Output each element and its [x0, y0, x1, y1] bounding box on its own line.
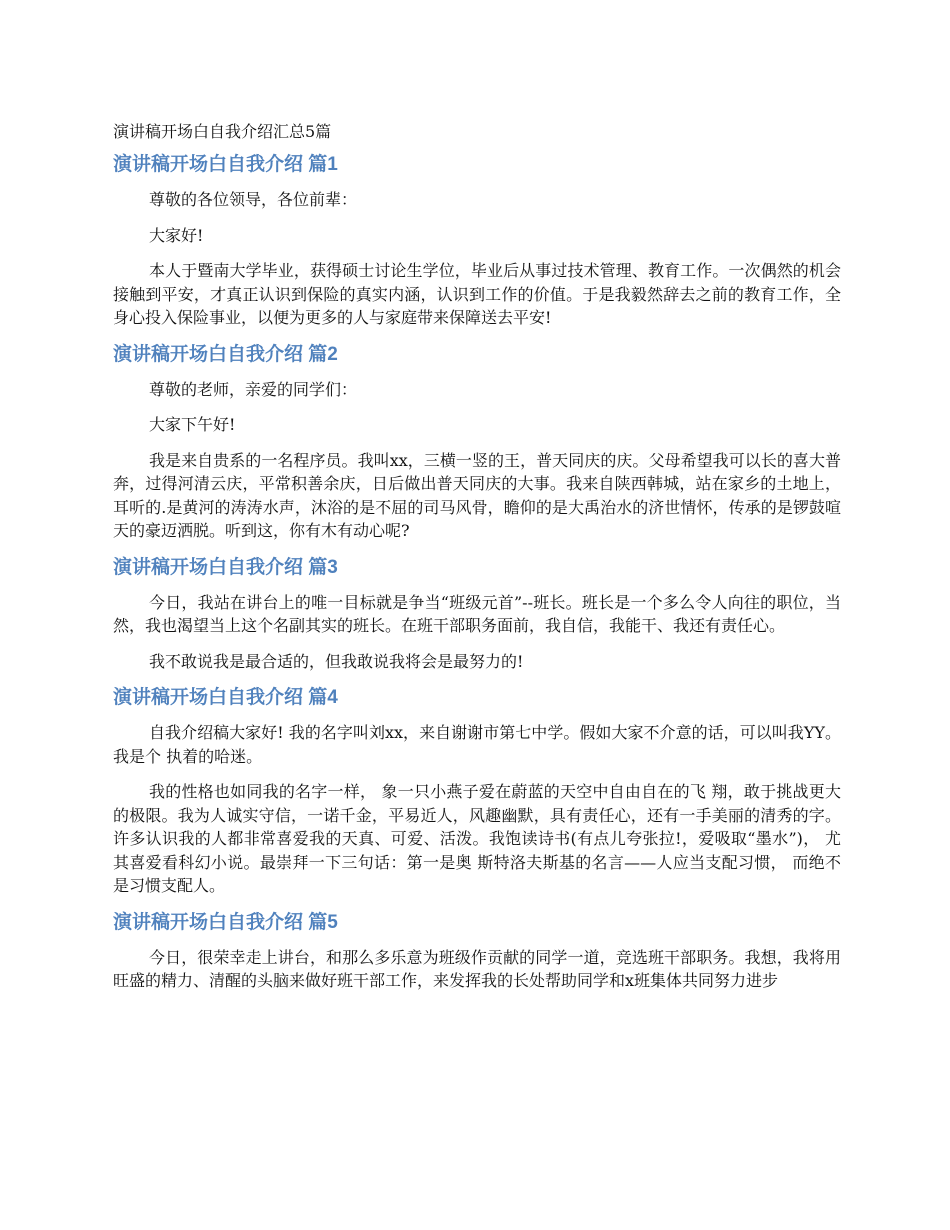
section-heading: 演讲稿开场白自我介绍 篇4	[113, 687, 338, 708]
paragraph: 自我介绍稿大家好! 我的名字叫刘xx，来自谢谢市第七中学。假如大家不介意的话，可以叫我YY。我是个 执着的哈迷。	[113, 723, 841, 766]
section-heading: 演讲稿开场白自我介绍 篇5	[113, 911, 338, 933]
paragraph: 我不敢说我是最合适的，但我敢说我将会是最努力的!	[149, 651, 524, 671]
document-page	[113, 120, 841, 1005]
paragraph: 今日，很荣幸走上讲台，和那么多乐意为班级作贡献的同学一道，竞选班干部职务。我想，我将用旺盛的精力、清醒的头脑来做好班干部工作，来发挥我的长处帮助同学和x班集体共同努力进步	[113, 947, 841, 990]
paragraph: 大家下午好!	[149, 415, 236, 434]
paragraph: 尊敬的各位领导，各位前辈：	[149, 190, 358, 209]
paragraph: 今日，我站在讲台上的唯一目标就是争当“班级元首”--班长。班长是一个多么令人向往的职位，当然，我也渴望当上这个名副其实的班长。在班干部职务面前，我自信，我能干、我还有责任心。	[113, 592, 841, 635]
section-3	[113, 555, 841, 674]
paragraph: 大家好!	[149, 225, 204, 245]
paragraph: 我的性格也如同我的名字一样， 象一只小燕子爱在蔚蓝的天空中自由自在的飞 翔，敢于挑战更大的极限。我为人诚实守信，一诺千金，平易近人，风趣幽默，具有责任心，还有一手美丽的清秀的字。许多认识我的人都非常喜爱我的天真、可爱、活泼。我饱读诗书(有点儿夸张拉!，爱吸取“墨水”)， 尤其喜爱看科幻小说。最崇拜一下三句话：第一是奥 斯特洛夫斯基的名言——人应当支配习惯， 而绝不是习惯支配人。	[113, 782, 841, 895]
paragraph: 我是来自贵系的一名程序员。我叫xx，三横一竖的王，普天同庆的庆。父母希望我可以长的喜大普奔，过得河清云庆，平常积善余庆，日后做出普天同庆的大事。我来自陕西韩城，站在家乡的土地上，耳听的.是黄河的涛涛水声，沐浴的是不屈的司马风骨，瞻仰的是大禹治水的济世情怀，传承的是锣鼓喧天的豪迈洒脱。听到这，你有木有动心呢?	[113, 450, 841, 540]
paragraph: 本人于暨南大学毕业，获得硕士讨论生学位，毕业后从事过技术管理、教育工作。一次偶然的机会接触到平安，才真正认识到保险的真实内涵，认识到工作的价值。于是我毅然辞去之前的教育工作，全身心投入保险事业，以便为更多的人与家庭带来保障送去平安!	[113, 261, 841, 327]
section-5	[113, 910, 841, 993]
section-heading: 演讲稿开场白自我介绍 篇3	[113, 556, 338, 578]
paragraph: 尊敬的老师，亲爱的同学们：	[149, 379, 358, 399]
section-heading: 演讲稿开场白自我介绍 篇2	[113, 343, 338, 365]
section-2	[113, 342, 841, 543]
document-title: 演讲稿开场白自我介绍汇总5篇	[113, 122, 332, 141]
section-1	[113, 152, 841, 330]
section-heading: 演讲稿开场白自我介绍 篇1	[113, 154, 338, 175]
section-4	[113, 685, 841, 898]
